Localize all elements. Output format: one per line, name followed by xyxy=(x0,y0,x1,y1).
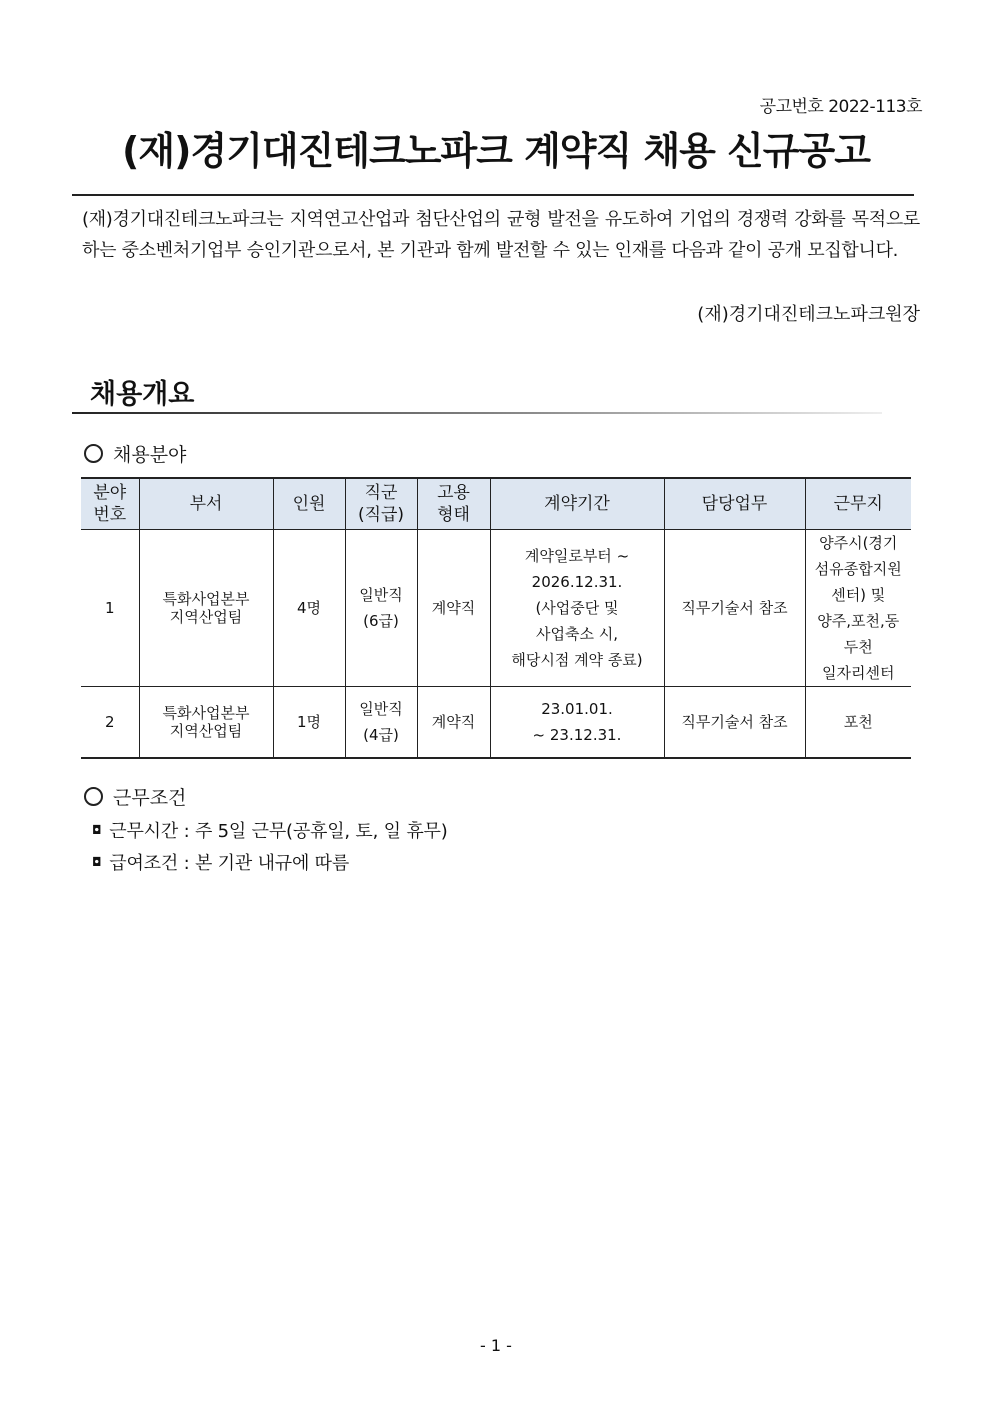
cell-dept: 특화사업본부 지역산업팀 xyxy=(139,687,273,759)
signer-name: (재)경기대진테크노파크원장 xyxy=(697,304,920,325)
header-field-no: 분야 번호 xyxy=(81,478,139,530)
list-item xyxy=(92,817,448,843)
circle-bullet-icon xyxy=(84,444,103,463)
subsection-recruit-field xyxy=(84,440,186,467)
condition-text: 급여조건 : 본 기관 내규에 따름 xyxy=(109,853,350,874)
cell-duty: 직무기술서 참조 xyxy=(664,530,805,687)
page-title: (재)경기대진테크노파크 계약직 채용 신규공고 xyxy=(122,129,870,173)
section-divider xyxy=(72,412,882,414)
cell-place: 양주시(경기 섬유종합지원 센터) 및 양주,포천,동 두천 일자리센터 xyxy=(805,530,911,687)
header-employment-type: 고용 형태 xyxy=(417,478,490,530)
subsection-work-conditions xyxy=(84,783,186,810)
list-item xyxy=(92,849,349,875)
table-row xyxy=(81,687,911,759)
cell-period: 계약일로부터 ~ 2026.12.31. (사업중단 및 사업축소 시, 해당시점 계약 종료) xyxy=(490,530,664,687)
cell-count: 4명 xyxy=(273,530,345,687)
subsection-label: 근무조건 xyxy=(113,787,187,809)
cell-grade: 일반직 (4급) xyxy=(345,687,417,759)
header-count: 인원 xyxy=(273,478,345,530)
title-divider xyxy=(72,194,914,196)
bullet-icon: ◘ xyxy=(92,823,102,837)
intro-paragraph: (재)경기대진테크노파크는 지역연고산업과 첨단산업의 균형 발전을 유도하여 기업의 경쟁력 강화를 목적으로 하는 중소벤처기업부 승인기관으로서, 본 기관과 함께 발전할 수 있는 인재를 다음과 같이 공개 모집합니다. xyxy=(82,209,920,261)
header-place: 근무지 xyxy=(805,478,911,530)
cell-period: 23.01.01. ~ 23.12.31. xyxy=(490,687,664,759)
cell-grade: 일반직 (6급) xyxy=(345,530,417,687)
recruit-table xyxy=(81,477,911,759)
bullet-icon: ◘ xyxy=(92,855,102,869)
table-header-row xyxy=(81,478,911,530)
subsection-label: 채용분야 xyxy=(113,444,187,466)
cell-count: 1명 xyxy=(273,687,345,759)
notice-number: 공고번호 2022-113호 xyxy=(759,97,922,117)
cell-duty: 직무기술서 참조 xyxy=(664,687,805,759)
cell-no: 1 xyxy=(81,530,139,687)
cell-dept: 특화사업본부 지역산업팀 xyxy=(139,530,273,687)
header-dept: 부서 xyxy=(139,478,273,530)
section-heading: 채용개요 xyxy=(90,379,195,410)
cell-type: 계약직 xyxy=(417,687,490,759)
header-duty: 담당업무 xyxy=(664,478,805,530)
circle-bullet-icon xyxy=(84,787,103,806)
header-period: 계약기간 xyxy=(490,478,664,530)
cell-no: 2 xyxy=(81,687,139,759)
cell-type: 계약직 xyxy=(417,530,490,687)
condition-text: 근무시간 : 주 5일 근무(공휴일, 토, 일 휴무) xyxy=(109,821,448,842)
page-number: - 1 - xyxy=(480,1336,512,1355)
header-grade: 직군 (직급) xyxy=(345,478,417,530)
table-row xyxy=(81,530,911,687)
cell-place: 포천 xyxy=(805,687,911,759)
